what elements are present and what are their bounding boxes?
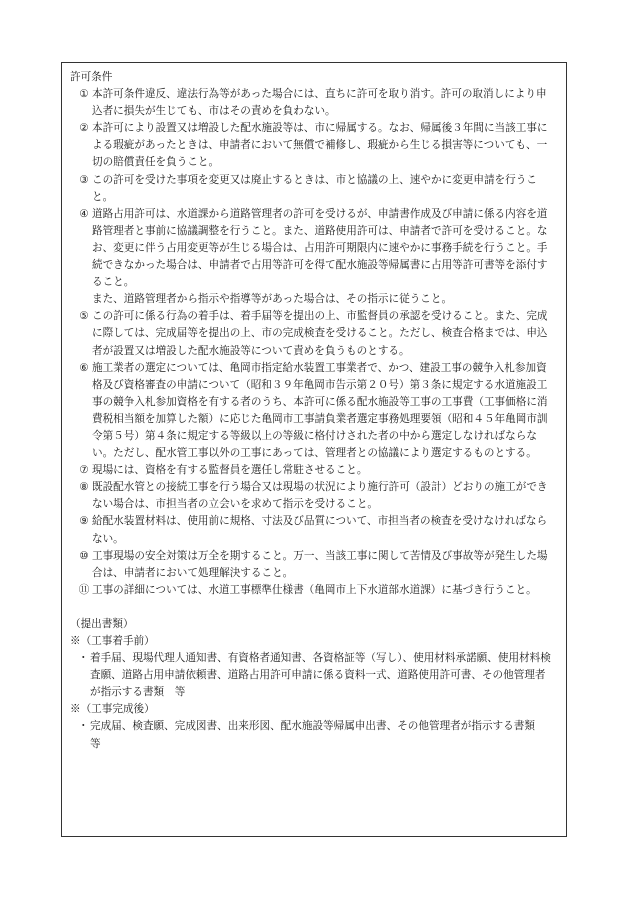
condition-number: ⑩ <box>79 549 89 562</box>
condition-text: 既設配水管との接続工事を行う場合又は現場の状況により施行許可（設計）どおりの施工ができない場合は、市担当者の立会いを求めて指示を受けること。 <box>92 481 548 511</box>
condition-3 <box>70 172 556 206</box>
submission-heading: （提出書類） <box>70 617 134 630</box>
condition-text: 給配水装置材料は、使用前に規格、寸法及び品質について、市担当者の検査を受けなければならない。 <box>92 515 548 545</box>
before-work-documents <box>70 650 556 701</box>
condition-text: 施工業者の選定については、亀岡市指定給水装置工事業者で、かつ、建設工事の競争入札参加資格及び資格審査の申請について（昭和３９年亀岡市告示第２０号）第３条に規定する水道施設工事の競争入札参加資格を有する者のうち、本許可に係る配水施設等工事の工事費（工事価格に消費税相当額を加算した額）に応じた亀岡市工事請負業者選定事務処理要領（昭和４５年亀岡市訓令第５号）第４条に規定する等級以上の等級に格付けされた者の中から選定しなければならない。ただし、配水管工事以外の工事にあっては、管理者との協議により選定するものとする。 <box>92 361 548 460</box>
condition-text: 工事現場の安全対策は万全を期すること。万一、当該工事に関して苦情及び事故等が発生した場合は、申請者において処理解決すること。 <box>92 549 548 579</box>
condition-number: ⑪ <box>78 583 90 596</box>
condition-text: 現場には、資格を有する監督員を選任し常駐させること。 <box>92 464 368 477</box>
after-work-documents <box>70 718 556 752</box>
condition-text: 本許可条件違反、違法行為等があった場合には、直ちに許可を取り消す。許可の取消しにより申込者に損失が生じても、市はその責めを負わない。 <box>92 88 547 118</box>
condition-2 <box>70 120 556 171</box>
condition-6 <box>70 360 556 463</box>
condition-7 <box>70 462 556 479</box>
bullet-mark: ・ <box>78 720 89 733</box>
condition-number: ⑦ <box>79 464 89 477</box>
section-title: 許可条件 <box>70 71 113 83</box>
condition-text: この許可を受けた事項を変更又は廃止するときは、市と協議の上、速やかに変更申請を行うこと。 <box>92 173 537 203</box>
condition-number: ⑤ <box>79 310 89 323</box>
condition-number: ③ <box>79 173 89 186</box>
condition-4 <box>70 206 556 291</box>
condition-text: 工事の詳細については、水道工事標準仕様書（亀岡市上下水道部水道課）に基づき行うこと。 <box>92 583 537 596</box>
condition-number: ④ <box>79 207 89 220</box>
condition-11 <box>70 582 556 599</box>
condition-number: ① <box>79 88 89 101</box>
condition-text: 本許可により設置又は増設した配水施設等は、市に帰属する。なお、帰属後３年間に当該工事による瑕疵があったときは、申請者において無償で補修し、瑕疵から生じる損害等についても、一切の賠償責任を負うこと。 <box>92 122 548 169</box>
condition-4-extra: また、道路管理者から指示や指導等があった場合は、その指示に従うこと。 <box>92 293 453 306</box>
condition-number: ⑧ <box>79 481 89 494</box>
after-work-label: ※（工事完成後） <box>70 703 155 716</box>
condition-5 <box>70 308 556 359</box>
condition-8 <box>70 479 556 513</box>
document-frame <box>61 62 567 837</box>
condition-1 <box>70 86 556 120</box>
condition-10 <box>70 548 556 582</box>
before-work-label: ※（工事着手前） <box>70 635 155 647</box>
condition-number: ② <box>79 122 89 135</box>
condition-text: この許可に係る行為の着手は、着手届等を提出の上、市監督員の承認を受けること。また、完成に際しては、完成届等を提出の上、市の完成検査を受けること。ただし、検査合格までは、申込者が設置又は増設した配水施設等について責めを負うものとする。 <box>92 310 548 357</box>
before-work-text: 着手届、現場代理人通知書、有資格者通知書、各資格証等（写し）、使用材料承諾願、使用材料検査願、道路占用申請依頼書、道路占用許可申請に係る資料一式、道路使用許可書、その他管理者が指示する書類 等 <box>90 652 551 699</box>
condition-text: 道路占用許可は、水道課から道路管理者の許可を受けるが、申請書作成及び申請に係る内容を道路管理者と事前に協議調整を行うこと。また、道路使用許可は、申請者で許可を受けること。なお、変更に伴う占用変更等が生じる場合は、占用許可期限内に速やかに事務手続を行うこと。手続できなかった場合は、申請者で占用等許可を得て配水施設等帰属書に占用等許可書等を添付すること。 <box>92 207 548 289</box>
bullet-mark: ・ <box>78 652 89 665</box>
after-work-text: 完成届、検査願、完成図書、出来形図、配水施設等帰属申出書、その他管理者が指示する書類 等 <box>90 720 546 750</box>
condition-number: ⑨ <box>79 515 89 528</box>
condition-number: ⑥ <box>79 361 89 374</box>
spacer <box>70 599 556 616</box>
condition-9 <box>70 513 556 547</box>
